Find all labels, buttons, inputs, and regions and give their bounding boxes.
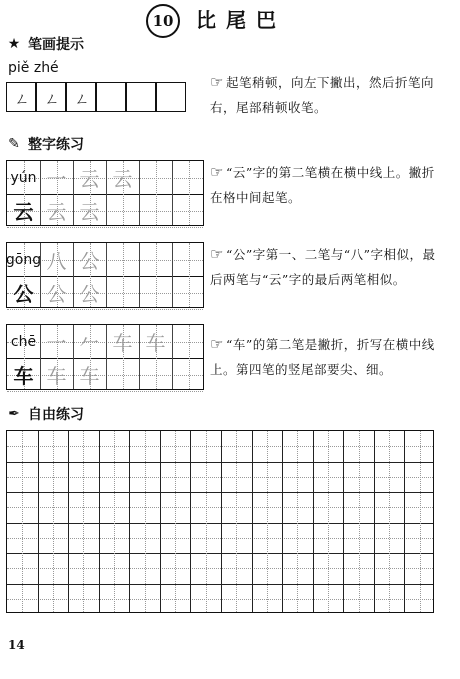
guide-line: [7, 446, 433, 447]
guide-line: [189, 325, 190, 389]
practice-grid-2[interactable]: [6, 324, 204, 390]
guide-line: [389, 431, 390, 612]
guide-line: [22, 431, 23, 612]
trace-glyph: 公: [79, 249, 100, 273]
guide-line: [175, 431, 176, 612]
guide-line: [114, 431, 115, 612]
stroke-box[interactable]: [66, 82, 96, 112]
guide-line: [7, 584, 433, 585]
trace-glyph: 一: [46, 167, 67, 191]
guide-line: [236, 431, 237, 612]
guide-line: [7, 462, 433, 463]
guide-line: [7, 309, 203, 310]
guide-line: [282, 431, 283, 612]
guide-line: [313, 431, 314, 612]
guide-line: [68, 431, 69, 612]
page-number: 14: [8, 638, 25, 652]
guide-line: [190, 431, 191, 612]
trace-glyph: 一: [46, 331, 67, 355]
stroke-box[interactable]: [96, 82, 126, 112]
trace-glyph: 车: [46, 364, 67, 388]
free-section-heading: [6, 404, 84, 424]
guide-line: [7, 507, 433, 508]
guide-line: [359, 431, 360, 612]
pen-icon: ✒: [8, 406, 20, 422]
stroke-glyph: ㄥ: [74, 89, 90, 108]
trace-glyph: 云: [112, 167, 133, 191]
lesson-number-badge: 10: [146, 4, 180, 38]
stroke-box[interactable]: [156, 82, 186, 112]
trace-glyph: 云: [79, 167, 100, 191]
pointing-hand-icon: ☞: [210, 335, 224, 353]
free-practice-grid[interactable]: [6, 430, 434, 613]
guide-line: [106, 243, 107, 307]
practice-grid-0[interactable]: [6, 160, 204, 226]
pinyin-label: yún: [10, 169, 37, 186]
guide-line: [7, 227, 203, 228]
guide-line: [7, 391, 203, 392]
guide-line: [267, 431, 268, 612]
model-glyph: 云: [13, 200, 34, 224]
practice-grid-1[interactable]: [6, 242, 204, 308]
practice-section-heading: [6, 134, 84, 154]
note-gong-text: “公”字第一、二笔与“八”字相似，最后两笔与“云”字的最后两笔相似。: [210, 247, 436, 287]
note-gong: [210, 242, 446, 292]
model-glyph: 车: [13, 364, 34, 388]
stroke-section-title: 笔画提示: [28, 37, 84, 53]
pointing-hand-icon: ☞: [210, 73, 224, 91]
stroke-box[interactable]: [126, 82, 156, 112]
trace-glyph: 车: [112, 331, 133, 355]
star-icon: ★: [7, 36, 21, 52]
guide-line: [7, 599, 433, 600]
guide-line: [420, 431, 421, 612]
trace-glyph: 公: [46, 282, 67, 306]
pinyin-label: gōng: [5, 251, 42, 268]
trace-glyph: 公: [79, 282, 100, 306]
guide-line: [206, 431, 207, 612]
guide-line: [139, 243, 140, 307]
stroke-note-text: 起笔稍顿，向左下撇出，然后折笔向右，尾部稍顿收笔。: [210, 75, 434, 115]
note-che: [210, 332, 446, 382]
guide-line: [99, 431, 100, 612]
guide-line: [297, 431, 298, 612]
stroke-pinyin: piě zhé: [8, 60, 59, 76]
trace-glyph: 车: [145, 331, 166, 355]
stroke-glyph: [127, 83, 157, 113]
trace-glyph: 云: [79, 200, 100, 224]
stroke-note: [210, 70, 446, 120]
guide-line: [189, 161, 190, 225]
note-yun-text: “云”字的第二笔横在横中线上。撇折在格中间起笔。: [210, 165, 435, 205]
trace-glyph: 车: [79, 364, 100, 388]
guide-line: [7, 477, 433, 478]
guide-line: [38, 431, 39, 612]
guide-line: [189, 243, 190, 307]
guide-line: [7, 553, 433, 554]
guide-line: [374, 431, 375, 612]
guide-line: [53, 431, 54, 612]
trace-glyph: 八: [46, 249, 67, 273]
pencil-icon: ✎: [8, 136, 20, 152]
practice-section-title: 整字练习: [28, 137, 84, 153]
guide-line: [7, 568, 433, 569]
guide-line: [252, 431, 253, 612]
note-yun: [210, 160, 446, 210]
stroke-glyph: ㄥ: [14, 89, 30, 108]
stroke-glyph: [97, 83, 127, 113]
guide-line: [7, 492, 433, 493]
note-che-text: “车”的第二笔是撇折，折写在横中线上。第四笔的竖尾部要尖、细。: [210, 337, 435, 377]
lesson-title: 比尾巴: [196, 8, 286, 32]
guide-line: [145, 431, 146, 612]
stroke-box[interactable]: [36, 82, 66, 112]
guide-line: [172, 161, 173, 225]
guide-line: [404, 431, 405, 612]
stroke-glyph: ㄥ: [44, 89, 60, 108]
stroke-section-heading: [6, 34, 84, 54]
guide-line: [83, 431, 84, 612]
guide-line: [7, 523, 433, 524]
model-glyph: 公: [13, 282, 34, 306]
guide-line: [221, 431, 222, 612]
guide-line: [156, 161, 157, 225]
pointing-hand-icon: ☞: [210, 163, 224, 181]
guide-line: [328, 431, 329, 612]
guide-line: [343, 431, 344, 612]
pointing-hand-icon: ☞: [210, 245, 224, 263]
trace-glyph: 𠂉: [79, 331, 100, 355]
guide-line: [129, 431, 130, 612]
trace-glyph: 云: [46, 200, 67, 224]
stroke-glyph: [157, 83, 187, 113]
guide-line: [172, 243, 173, 307]
pinyin-label: chē: [10, 333, 37, 350]
guide-line: [7, 538, 433, 539]
free-section-title: 自由练习: [28, 407, 84, 423]
guide-line: [172, 325, 173, 389]
guide-line: [139, 161, 140, 225]
guide-line: [156, 243, 157, 307]
guide-line: [123, 243, 124, 307]
guide-line: [160, 431, 161, 612]
stroke-box[interactable]: [6, 82, 36, 112]
